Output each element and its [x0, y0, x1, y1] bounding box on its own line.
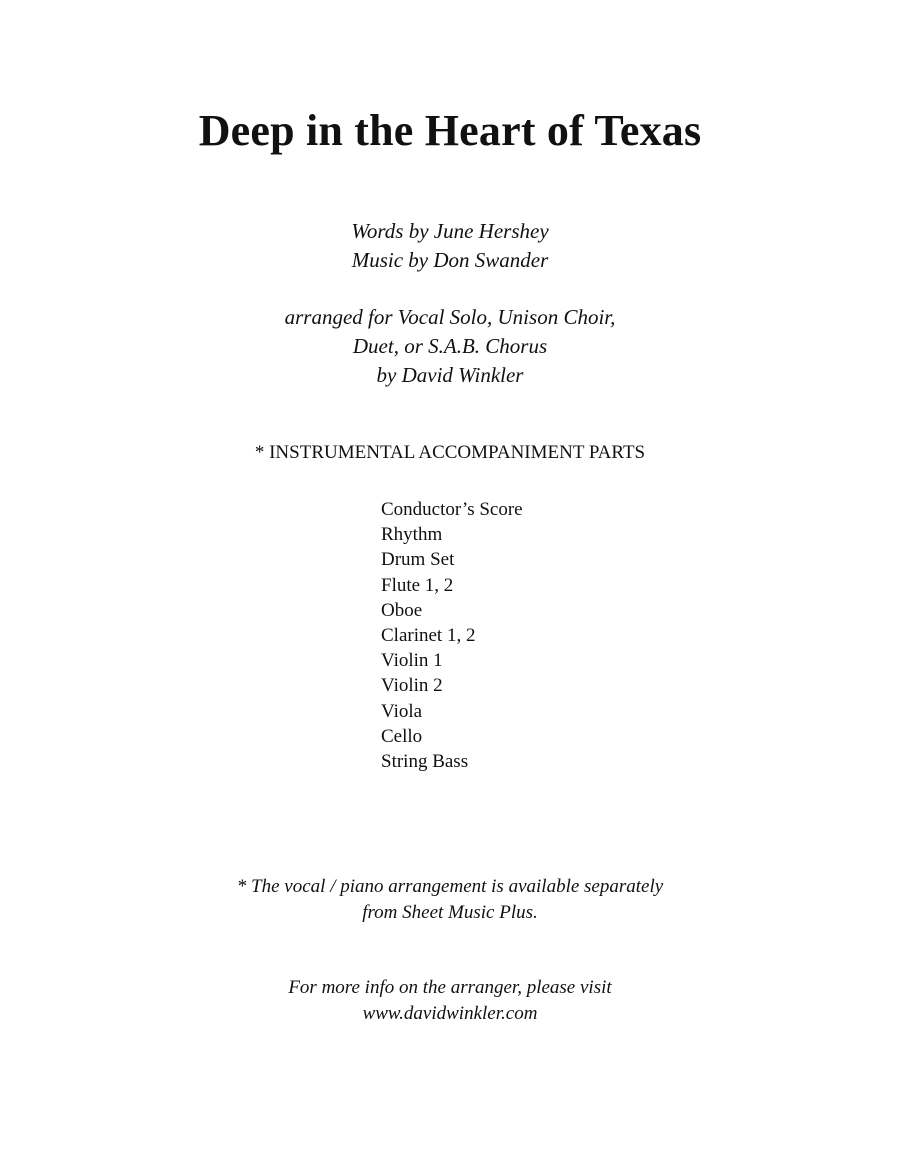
arrangement-block	[0, 303, 900, 390]
arrangement-line-2: Duet, or S.A.B. Chorus	[352, 334, 548, 358]
parts-heading: * INSTRUMENTAL ACCOMPANIMENT PARTS	[254, 442, 646, 463]
info-line-1: For more info on the arranger, please visit	[288, 977, 612, 998]
arranger-info	[0, 975, 900, 1027]
note-line-2: from Sheet Music Plus.	[362, 902, 538, 923]
credits-block	[0, 217, 900, 275]
list-item: Viola	[381, 700, 423, 722]
list-item: Oboe	[381, 599, 423, 621]
list-item: Flute 1, 2	[381, 574, 454, 596]
list-item: Violin 1	[381, 650, 443, 672]
list-item: Violin 2	[381, 675, 443, 697]
music-credit: Music by Don Swander	[351, 248, 549, 272]
arrangement-line-3: by David Winkler	[376, 363, 524, 387]
list-item: Clarinet 1, 2	[381, 625, 476, 647]
parts-list	[381, 497, 523, 774]
list-item: Conductor’s Score	[381, 499, 523, 520]
words-credit: Words by June Hershey	[351, 219, 549, 243]
page-title: Deep in the Heart of Texas	[198, 106, 702, 155]
list-item: Rhythm	[381, 524, 443, 546]
availability-note	[0, 874, 900, 926]
list-item: Drum Set	[381, 549, 455, 571]
list-item: Cello	[381, 725, 423, 747]
list-item: String Bass	[381, 751, 469, 773]
note-line-1: * The vocal / piano arrangement is available separately	[236, 876, 664, 897]
arrangement-line-1: arranged for Vocal Solo, Unison Choir,	[284, 305, 616, 329]
website-link: www.davidwinkler.com	[362, 1003, 538, 1024]
